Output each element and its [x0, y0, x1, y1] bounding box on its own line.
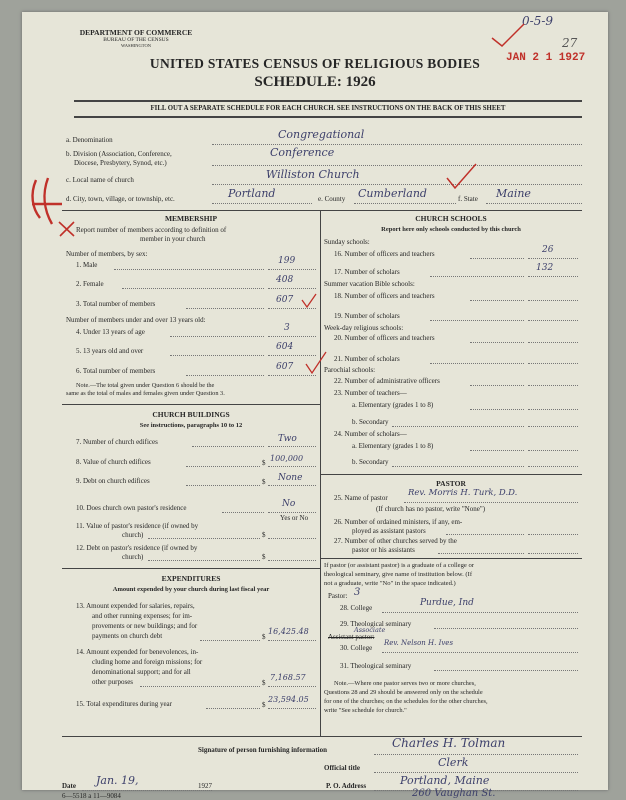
pastor-note-2: Questions 28 and 29 should be answered only on the schedule — [324, 689, 483, 696]
city-value: Portland — [228, 187, 276, 200]
q14-line-4: other purposes — [92, 678, 134, 686]
q14-line-3: denominational support; and for all — [92, 668, 191, 676]
q13-line-1: 13. Amount expended for salaries, repairs, — [76, 602, 195, 610]
buildings-subheading: See instructions, paragraphs 10 to 12 — [139, 422, 243, 429]
q31-label: 31. Theological seminary — [340, 662, 412, 670]
pastor-red-mark: 3 — [354, 587, 361, 598]
red-check-mark — [300, 292, 318, 310]
edifices-value-label: 8. Value of church edifices — [76, 458, 151, 466]
q27-label-1: 27. Number of other churches served by the — [334, 537, 457, 545]
q26-label-2: ployed as assistant pastors — [352, 527, 426, 535]
red-check-mark — [488, 20, 528, 50]
by-sex-label: Number of members, by sex: — [66, 250, 148, 258]
over-13-value: 604 — [276, 342, 294, 352]
under-13-label: 4. Under 13 years of age — [76, 328, 145, 336]
edifices-debt-label: 9. Debt on church edifices — [76, 477, 150, 485]
date-label: Date — [62, 782, 76, 790]
q24b-label: b. Secondary — [352, 458, 389, 466]
q23-label: 23. Number of teachers— — [334, 389, 407, 397]
red-check-mark — [444, 162, 478, 192]
red-x-mark — [56, 218, 80, 240]
q14-line-2: cluding home and foreign missions; for — [92, 658, 203, 666]
date-value: Jan. 19, — [96, 774, 139, 787]
total-members-age-value: 607 — [276, 362, 294, 372]
signature-label: Signature of person furnishing information — [198, 746, 327, 754]
dollar-sign: $ — [262, 633, 266, 641]
schools-intro: Report here only schools conducted by this church — [381, 226, 521, 233]
q24a-label: a. Elementary (grades 1 to 8) — [352, 442, 434, 450]
county-label: e. County — [318, 195, 346, 203]
owns-residence-label: 10. Does church own pastor's residence — [76, 504, 187, 512]
denomination-label: a. Denomination — [66, 136, 113, 144]
q16-label: 16. Number of officers and teachers — [334, 250, 435, 258]
q26-label-1: 26. Number of ordained ministers, if any, em- — [334, 518, 463, 526]
edifices-count-label: 7. Number of church edifices — [76, 438, 158, 446]
parochial-label: Parochial schools: — [324, 366, 376, 374]
q13-line-3: provements or new buildings; and for — [92, 622, 198, 630]
residence-value-label-2: church) — [122, 531, 144, 539]
division-label-2: Diocese, Presbytery, Synod, etc.) — [74, 159, 167, 167]
total-members-age-label: 6. Total number of members — [76, 367, 156, 375]
residence-debt-label-2: church) — [122, 553, 144, 561]
residence-value-label-1: 11. Value of pastor's residence (if owned by — [76, 522, 199, 530]
male-label: 1. Male — [76, 261, 98, 269]
q21-label: 21. Number of scholars — [334, 355, 400, 363]
over-13-label: 5. 13 years old and over — [76, 347, 144, 355]
q16-value: 26 — [542, 245, 554, 255]
q23a-label: a. Elementary (grades 1 to 8) — [352, 401, 434, 409]
graduate-note-3: not a graduate, write "No" in the space indicated.) — [324, 580, 456, 587]
q25-value: Rev. Morris H. Turk, D.D. — [408, 488, 518, 498]
state-value: Maine — [496, 187, 531, 200]
city-label: d. City, town, village, or township, etc. — [66, 195, 175, 203]
q14-line-1: 14. Amount expended for benevolences, in- — [76, 648, 199, 656]
q14-value: 7,168.57 — [270, 673, 306, 682]
q30-value: Rev. Nelson H. Ives — [384, 639, 454, 647]
department-name: DEPARTMENT OF COMMERCE — [79, 28, 193, 37]
buildings-heading: CHURCH BUILDINGS — [152, 410, 230, 419]
sequence-number: 27 — [562, 36, 578, 50]
po-address-label: P. O. Address — [326, 782, 367, 790]
q23b-label: b. Secondary — [352, 418, 389, 426]
q18-label: 18. Number of officers and teachers — [334, 292, 435, 300]
dollar-sign: $ — [262, 478, 266, 486]
assistant-pastor-label: Assistant pastor: — [328, 633, 375, 641]
under-13-value: 3 — [284, 323, 290, 333]
instructions-line: FILL OUT A SEPARATE SCHEDULE FOR EACH CHURCH. SEE INSTRUCTIONS ON THE BACK OF THIS SHEET — [150, 105, 506, 112]
state-label: f. State — [458, 195, 478, 203]
q28-value: Purdue, Ind — [420, 598, 474, 608]
weekday-label: Week-day religious schools: — [324, 324, 404, 332]
local-name-value: Williston Church — [266, 168, 360, 181]
official-title-label: Official title — [324, 764, 360, 772]
census-schedule-sheet — [22, 12, 608, 800]
edifices-debt-value: None — [278, 473, 303, 483]
edifices-count-value: Two — [278, 434, 297, 444]
pastor-note-4: write "See schedule for church." — [324, 707, 407, 714]
q17-label: 17. Number of scholars — [334, 268, 400, 276]
expenditures-heading: EXPENDITURES — [161, 574, 221, 583]
q25-label: 25. Name of pastor — [334, 494, 388, 502]
dollar-sign: $ — [262, 701, 266, 709]
q25-note: (If church has no pastor, write "None") — [376, 505, 486, 513]
q28-label: 28. College — [340, 604, 373, 612]
q30-label: 30. College — [340, 644, 373, 652]
q24-label: 24. Number of scholars— — [334, 430, 407, 438]
q15-label: 15. Total expenditures during year — [76, 700, 172, 708]
schedule-year: SCHEDULE: 1926 — [254, 74, 376, 90]
residence-debt-label-1: 12. Debt on pastor's residence (if owned by — [76, 544, 198, 552]
male-value: 199 — [278, 256, 296, 266]
department-block — [66, 28, 206, 48]
dollar-sign: $ — [262, 531, 266, 539]
pastor-heading: PASTOR — [436, 479, 466, 488]
total-members-value: 607 — [276, 295, 294, 305]
dollar-sign: $ — [262, 679, 266, 687]
q29-label: 29. Theological seminary — [340, 620, 412, 628]
q19-label: 19. Number of scholars — [334, 312, 400, 320]
membership-intro-1: Report number of members according to definition of — [76, 226, 227, 234]
po-address-value: Portland, Maine — [400, 774, 490, 787]
q13-value: 16,425.48 — [268, 627, 309, 636]
form-title: UNITED STATES CENSUS OF RELIGIOUS BODIES — [149, 56, 481, 71]
owns-residence-value: No — [282, 499, 296, 509]
q15-value: 23,594.05 — [268, 695, 309, 704]
official-title-value: Clerk — [438, 756, 469, 769]
total-members-label: 3. Total number of members — [76, 300, 156, 308]
membership-note-2: same as the total of males and females given under Question 3. — [66, 390, 225, 397]
q27-label-2: pastor or his assistants — [352, 546, 415, 554]
expenditures-subheading: Amount expended by your church during last fiscal year — [112, 586, 270, 593]
graduate-note-2: theological seminary, give name of institution below. (If — [324, 571, 473, 578]
q13-line-4: payments on church debt — [92, 632, 163, 640]
membership-note-1: Note.—The total given under Question 6 should be the — [76, 382, 215, 389]
county-value: Cumberland — [358, 187, 427, 200]
edifices-value-value: 100,000 — [270, 454, 304, 463]
division-label-1: b. Division (Association, Conference, — [66, 150, 172, 158]
graduate-note-1: If pastor (or assistant pastor) is a graduate of a college or — [324, 562, 474, 569]
pastor-label: Pastor: — [328, 592, 348, 600]
membership-heading: MEMBERSHIP — [164, 214, 218, 223]
q13-line-2: and other running expenses; for im- — [92, 612, 193, 620]
local-name-label: c. Local name of church — [66, 176, 134, 184]
under-over-label: Number of members under and over 13 years old: — [66, 316, 206, 324]
yes-no-hint: Yes or No — [280, 514, 309, 522]
file-code: 0-5-9 — [522, 14, 554, 28]
signature-value: Charles H. Tolman — [392, 736, 506, 750]
summer-label: Summer vacation Bible schools: — [324, 280, 415, 288]
dollar-sign: $ — [262, 459, 266, 467]
q17-value: 132 — [536, 263, 554, 273]
received-stamp: JAN 2 1 1927 — [506, 52, 586, 64]
denomination-value: Congregational — [278, 128, 365, 141]
female-label: 2. Female — [76, 280, 104, 288]
division-value: Conference — [270, 146, 335, 159]
street-address-value: 260 Vaughan St. — [412, 788, 496, 799]
female-value: 408 — [276, 275, 294, 285]
form-number: 6—5518 a 11—9084 — [62, 792, 121, 800]
q22-label: 22. Number of administrative officers — [334, 377, 440, 385]
date-year: 1927 — [198, 782, 212, 790]
pastor-note-3: for one of the churches; on the schedules for the other churches, — [324, 698, 488, 705]
associate-note: Associate — [354, 626, 386, 634]
sunday-label: Sunday schools: — [324, 238, 370, 246]
bureau-city: WASHINGTON — [121, 43, 151, 48]
bureau-name: BUREAU OF THE CENSUS — [103, 37, 169, 43]
pastor-note-1: Note.—Where one pastor serves two or more churches, — [334, 680, 476, 687]
q20-label: 20. Number of officers and teachers — [334, 334, 435, 342]
dollar-sign: $ — [262, 553, 266, 561]
membership-intro-2: member in your church — [140, 235, 206, 243]
schools-heading: CHURCH SCHOOLS — [415, 214, 487, 223]
